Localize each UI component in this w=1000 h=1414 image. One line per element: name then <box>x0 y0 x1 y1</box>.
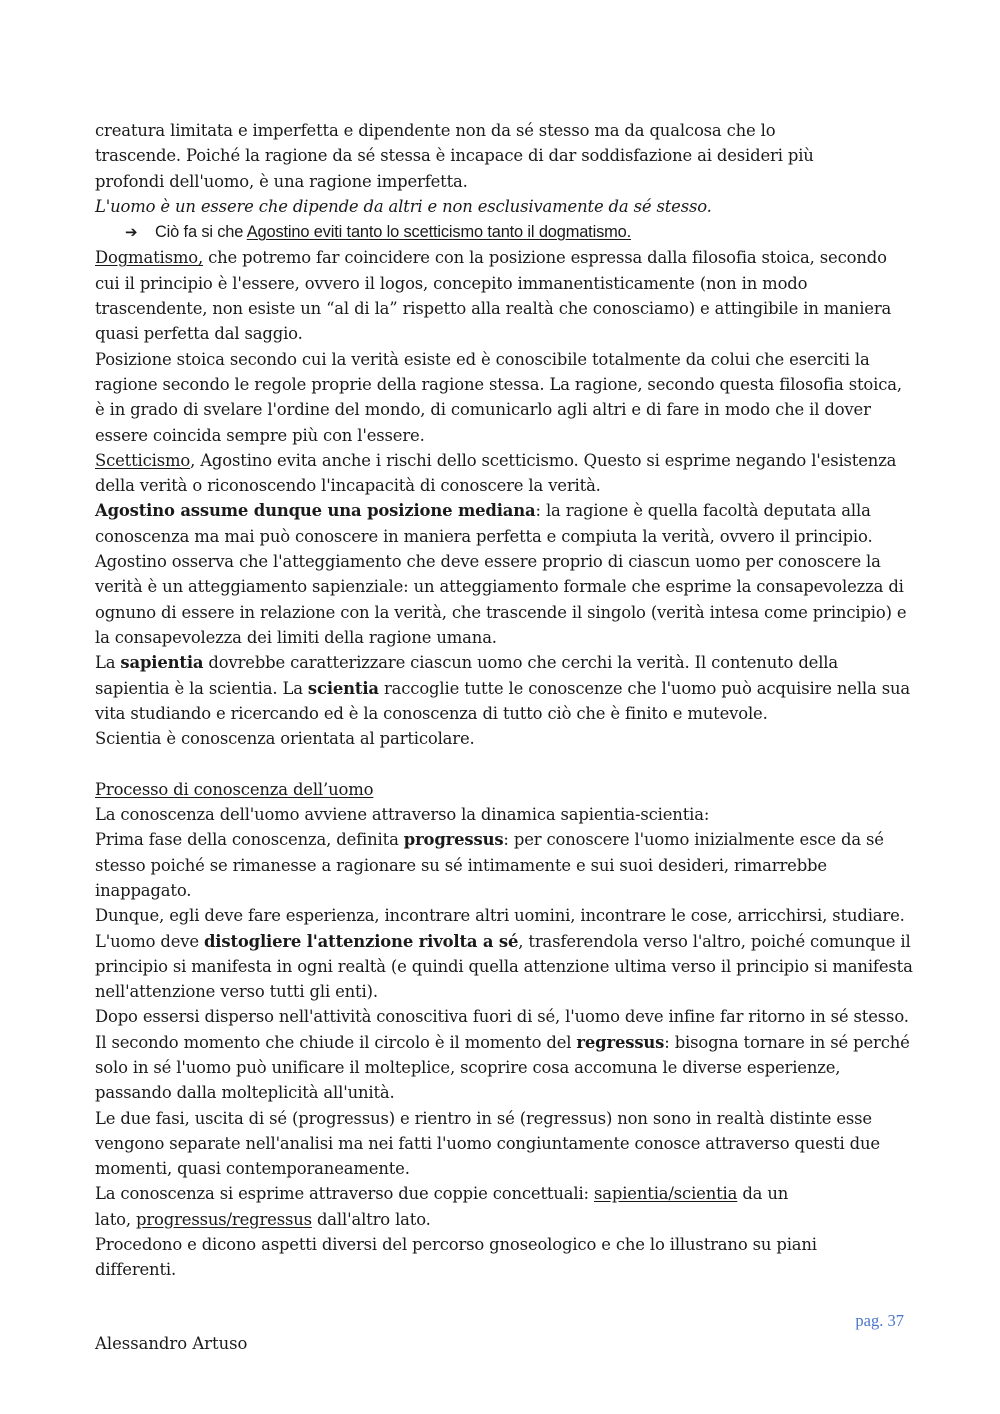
paragraph-creatura: creatura limitata e imperfetta e dipendente non da sé stesso ma da qualcosa che lo trascende. Poiché la ragione da sé stessa è incapace di dar soddisfazione ai desideri più profondi dell'uomo, è una ragione imperfetta. <box>95 121 814 191</box>
bold-progressus: progressus <box>403 830 504 850</box>
bold-distogliere: distogliere l'attenzione rivolta a sé <box>204 931 519 951</box>
section-heading <box>95 777 915 802</box>
progressus-text-2: : per conoscere l'uomo inizialmente esce da sé stesso poiché se rimanesse a ragionare su sé intimamente e sui suoi desideri, rimarrebbe inappagato. <box>95 830 884 900</box>
sapientia-text-2: dovrebbe caratterizzare ciascun uomo che cerchi la verità. Il contenuto della sapientia è la scientia. La <box>95 653 839 698</box>
term-scetticismo: Scetticismo <box>95 450 191 470</box>
dogmatismo-text: che potremo far coincidere con la posizione espressa dalla filosofia stoica, secondo cui il principio è l'essere, ovvero il logos, concepito immanentisticamente (non in modo trascendente, non esiste un “al di la” rispetto alla realtà che conosciamo) e attingibile in maniera quasi perfetta dal saggio. <box>95 248 892 344</box>
paragraph-mediana <box>95 498 915 549</box>
paragraph-progressus <box>95 827 915 903</box>
italic-statement: L'uomo è un essere che dipende da altri e non esclusivamente da sé stesso. <box>95 196 712 216</box>
sapientia-text-3: raccoglie tutte le conoscenze che l'uomo può acquisire nella sua vita studiando e ricercando ed è la conoscenza di tutto ciò che è finito e mutevole. <box>95 678 910 723</box>
coppie-text-3: dall'altro lato. <box>311 1209 431 1229</box>
paragraph-scetticismo <box>95 448 915 499</box>
bold-sapientia: sapientia <box>120 653 204 673</box>
paragraph-due-fasi: Le due fasi, uscita di sé (progressus) e rientro in sé (regressus) non sono in realtà distinte esse vengono separate nell'analisi ma nei fatti l'uomo congiuntamente conosce attraverso questi due momenti, quasi contemporaneamente. <box>95 1108 880 1179</box>
paragraph-procedono: Procedono e dicono aspetti diversi del percorso gnoseologico e che lo illustrano su piani differenti. <box>95 1235 817 1280</box>
scetticismo-text: , Agostino evita anche i rischi dello scetticismo. Questo si esprime negando l'esistenza della verità o riconoscendo l'incapacità di conoscere la verità. <box>95 450 897 496</box>
distogliere-text-2: , trasferendola verso l'altro, poiché comunque il principio si manifesta in ogni realtà (e quindi quella attenzione ultima verso il principio si manifesta nell'attenzione verso tutti gli enti). <box>95 931 913 1002</box>
mediana-text: : la ragione è quella facoltà deputata alla conoscenza ma mai può conoscere in maniera perfetta e compiuta la verità, ovvero il principio. <box>95 501 873 546</box>
paragraph-sapientia <box>95 650 915 726</box>
paragraph-coppie <box>95 1181 815 1232</box>
arrow-right-icon: ➔ <box>125 223 138 242</box>
arrow-text-pre: Ciò fa si che <box>155 223 247 242</box>
coppie-text-1: La conoscenza si esprime attraverso due coppie concettuali: <box>95 1184 594 1204</box>
paragraph-sapienziale: Agostino osserva che l'atteggiamento che deve essere proprio di ciascun uomo per conoscere la verità è un atteggiamento sapienziale: un atteggiamento formale che esprime la consapevolezza di ognuno di essere in relazione con la verità, che trascende il singolo (verità intesa come principio) e la consapevolezza dei limiti della ragione umana. <box>95 552 907 647</box>
progressus-text-1: Prima fase della conoscenza, definita <box>95 830 404 850</box>
document-body <box>95 118 915 1283</box>
regressus-text-2: : bisogna tornare in sé perché solo in sé l'uomo può unificare il molteplice, scoprire cosa accomuna le diverse esperienze, passando dalla molteplicità all'unità. <box>95 1032 910 1103</box>
distogliere-text-1: Dunque, egli deve fare esperienza, incontrare altri uomini, incontrare le cose, arricchirsi, studiare. L'uomo deve <box>95 906 905 951</box>
blank-line <box>95 751 915 776</box>
bold-scientia: scientia <box>307 678 379 698</box>
bold-regressus: regressus <box>576 1032 665 1052</box>
paragraph-scientia: Scientia è conoscenza orientata al particolare. <box>95 729 475 749</box>
paragraph-stoic: Posizione stoica secondo cui la verità esiste ed è conoscibile totalmente da colui che eserciti la ragione secondo le regole proprie della ragione stessa. La ragione, secondo questa filosofia stoica, è in grado di svelare l'ordine del mondo, di comunicarlo agli altri e di fare in modo che il dover essere coincida sempre più con l'essere. <box>95 349 902 445</box>
arrow-bullet <box>95 219 915 245</box>
section-heading-text: Processo di conoscenza dell’uomo <box>95 779 374 799</box>
paragraph-dogmatismo <box>95 245 915 346</box>
underlined-sapientia-scientia: sapientia/scientia <box>593 1184 738 1204</box>
paragraph-dinamica: La conoscenza dell'uomo avviene attraverso la dinamica sapientia-scientia: <box>95 805 710 825</box>
footer-author: Alessandro Artuso <box>95 1334 248 1353</box>
arrow-text-underlined: Agostino eviti tanto lo scetticismo tanto il dogmatismo. <box>246 223 631 242</box>
sapientia-text-1: La <box>95 653 121 673</box>
page-number: pag. 37 <box>855 1311 904 1330</box>
bold-mediana: Agostino assume dunque una posizione mediana <box>95 501 536 521</box>
coppie-text-2: da un lato, <box>95 1184 789 1229</box>
paragraph-regressus <box>95 1004 915 1105</box>
paragraph-distogliere <box>95 903 915 1004</box>
regressus-text-1: Dopo essersi disperso nell'attività conoscitiva fuori di sé, l'uomo deve infine far ritorno in sé stesso. Il secondo momento che chiude il circolo è il momento del <box>95 1007 909 1052</box>
term-dogmatismo: Dogmatismo, <box>95 248 204 268</box>
underlined-progressus-regressus: progressus/regressus <box>136 1209 312 1229</box>
